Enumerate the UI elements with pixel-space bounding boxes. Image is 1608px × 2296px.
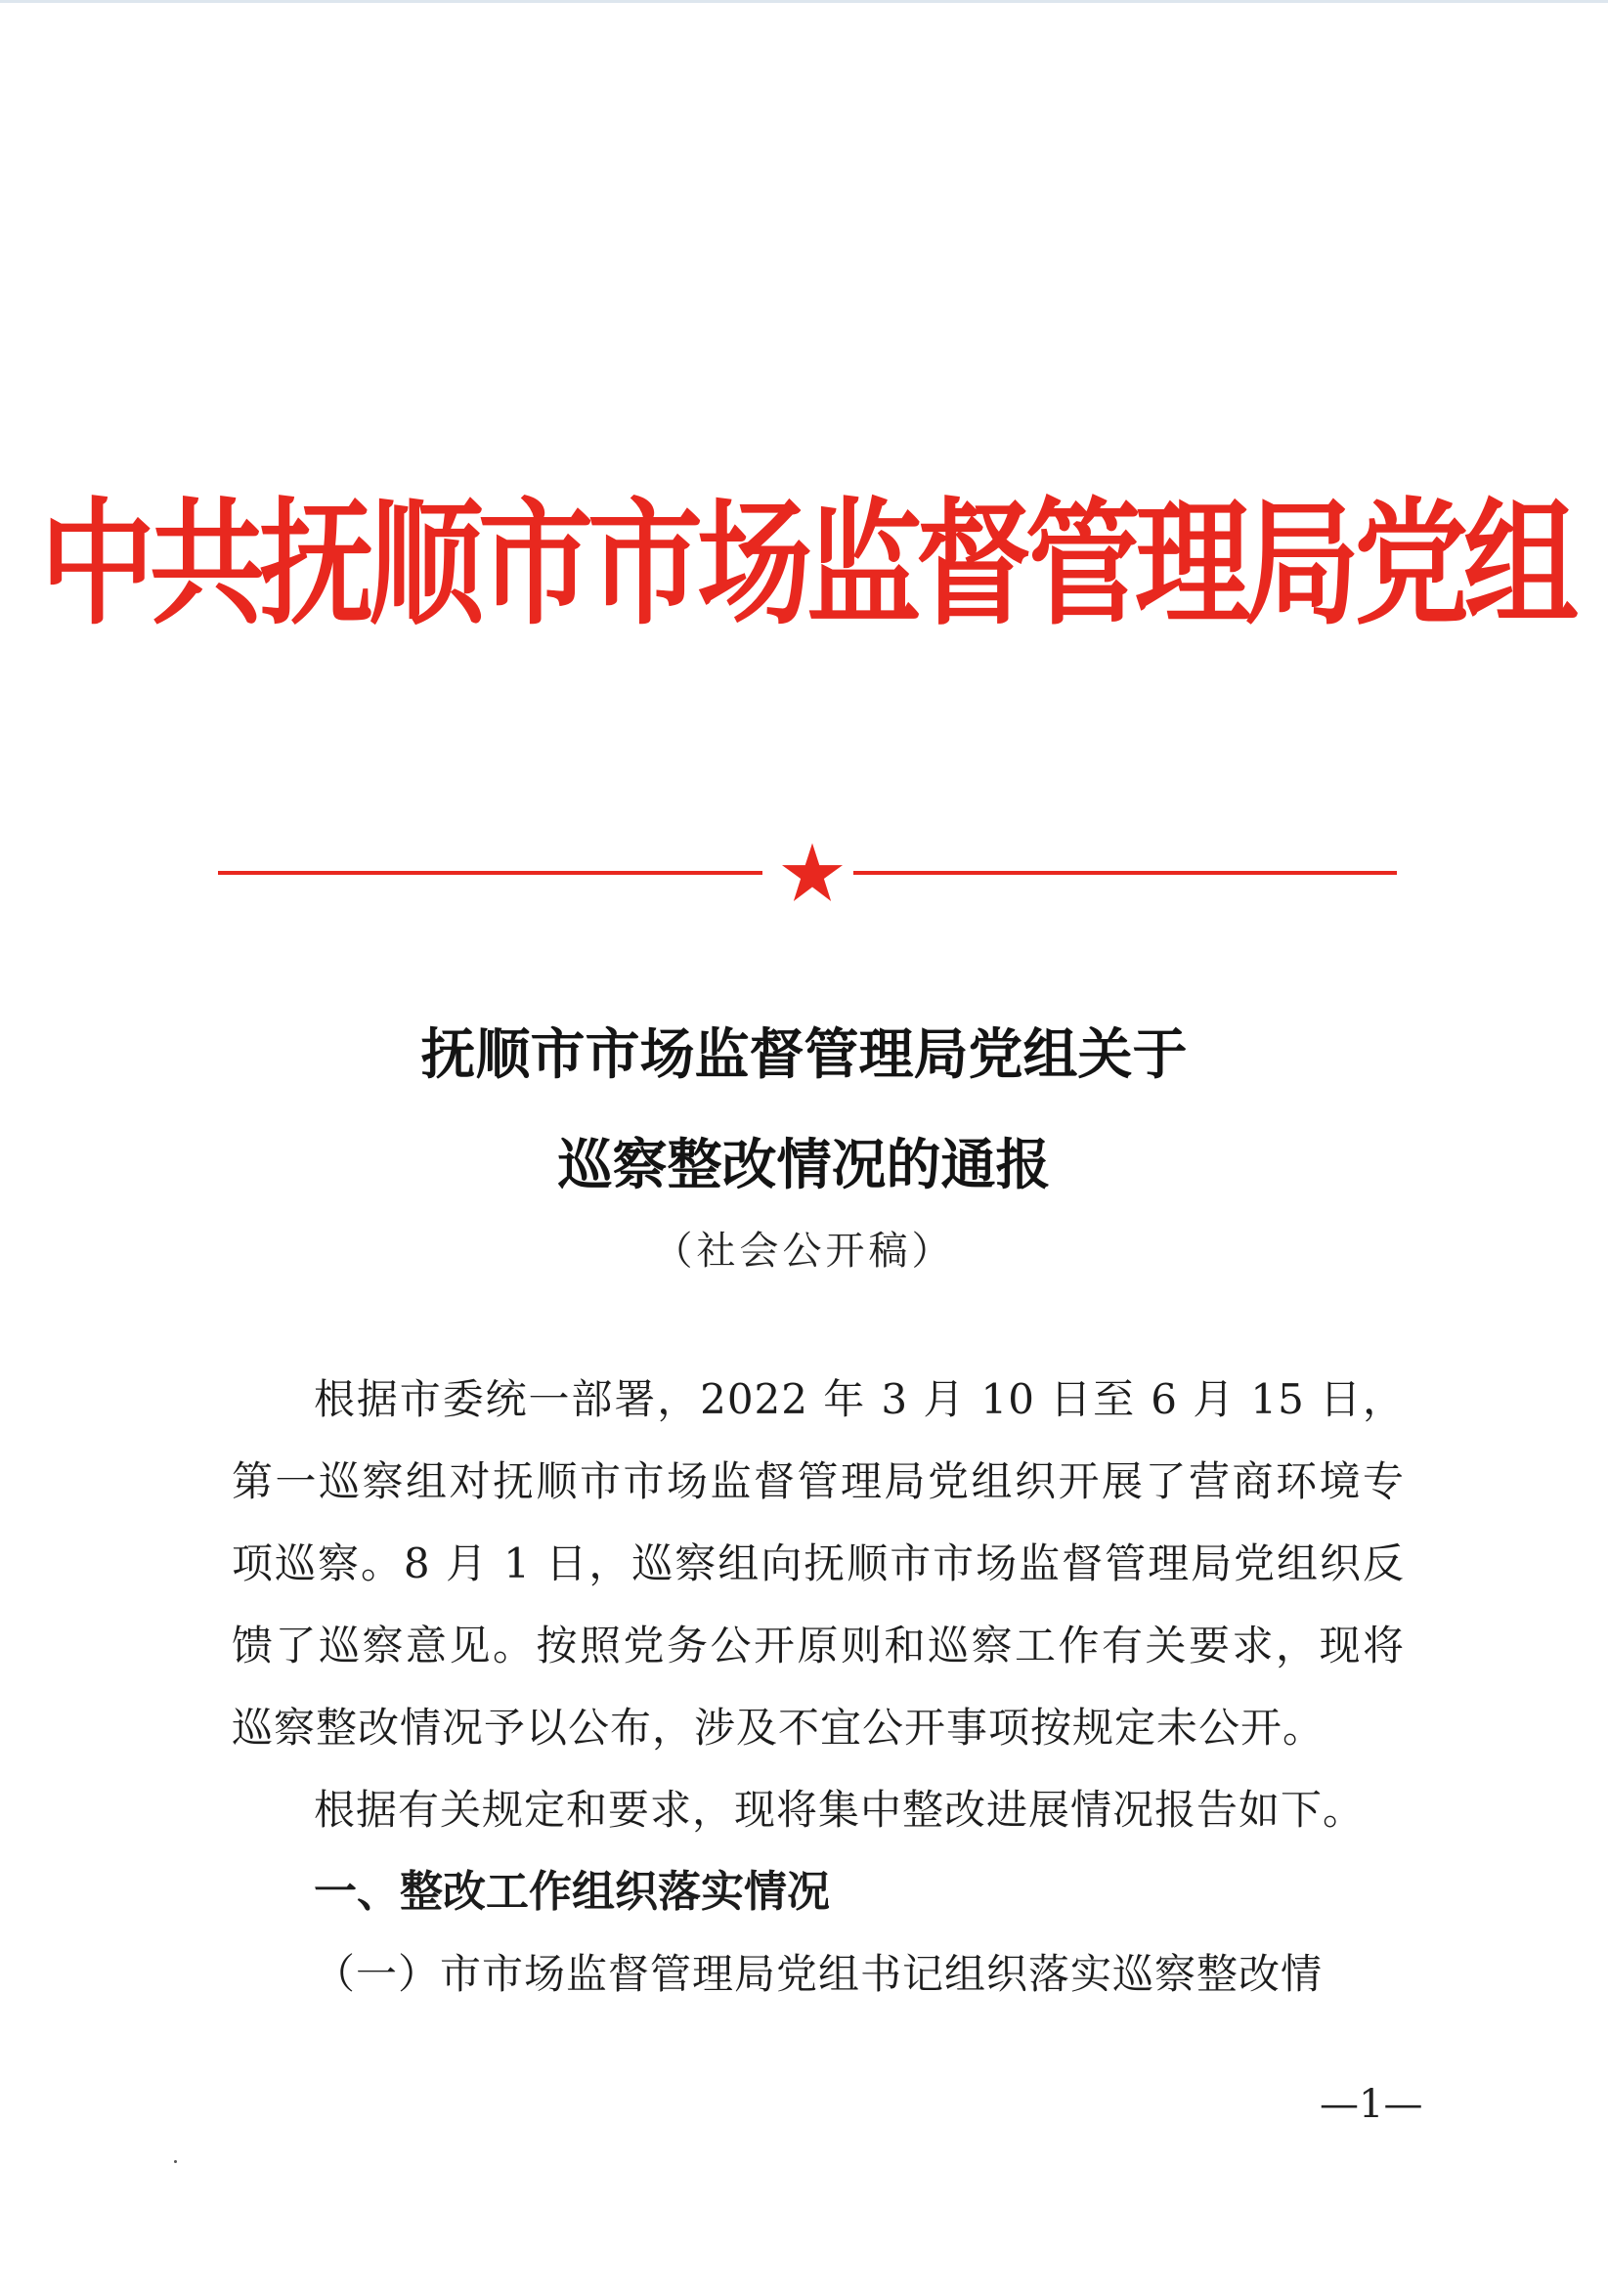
separator-line-right: [853, 871, 1397, 875]
subsection-1: （一）市市场监督管理局党组书记组织落实巡察整改情: [314, 1950, 1324, 1998]
red-star-icon: [780, 841, 845, 905]
paragraph-2: 根据有关规定和要求，现将集中整改进展情况报告如下。: [314, 1786, 1366, 1834]
document-subtitle: （社会公开稿）: [653, 1229, 955, 1274]
document-body: [232, 1359, 1405, 2015]
separator-line-left: [218, 871, 762, 875]
scan-edge: [0, 0, 1608, 3]
document-title-line1: 抚顺市市场监督管理局党组关于: [420, 1022, 1188, 1087]
page-number: —1—: [1320, 2082, 1423, 2127]
organization-header: 中共抚顺市市场监督管理局党组: [40, 484, 1574, 644]
paragraph-1: 根据市委统一部署，2022 年 3 月 10 日至 6 月 15 日，第一巡察组对抚顺市市场监督管理局党组织开展了营商环境专项巡察。8 月 1 日，巡察组向抚顺市市场监督管理局党组织反馈了巡察意见。按照党务公开原则和巡察工作有关要求，现将巡察整改情况予以公布，涉及不宜公开事项按规定未公开。: [232, 1375, 1405, 1752]
scan-speck: [174, 2160, 177, 2163]
document-title-line2: 巡察整改情况的通报: [557, 1133, 1051, 1197]
section-1-heading: 一、整改工作组织落实情况: [314, 1867, 830, 1917]
